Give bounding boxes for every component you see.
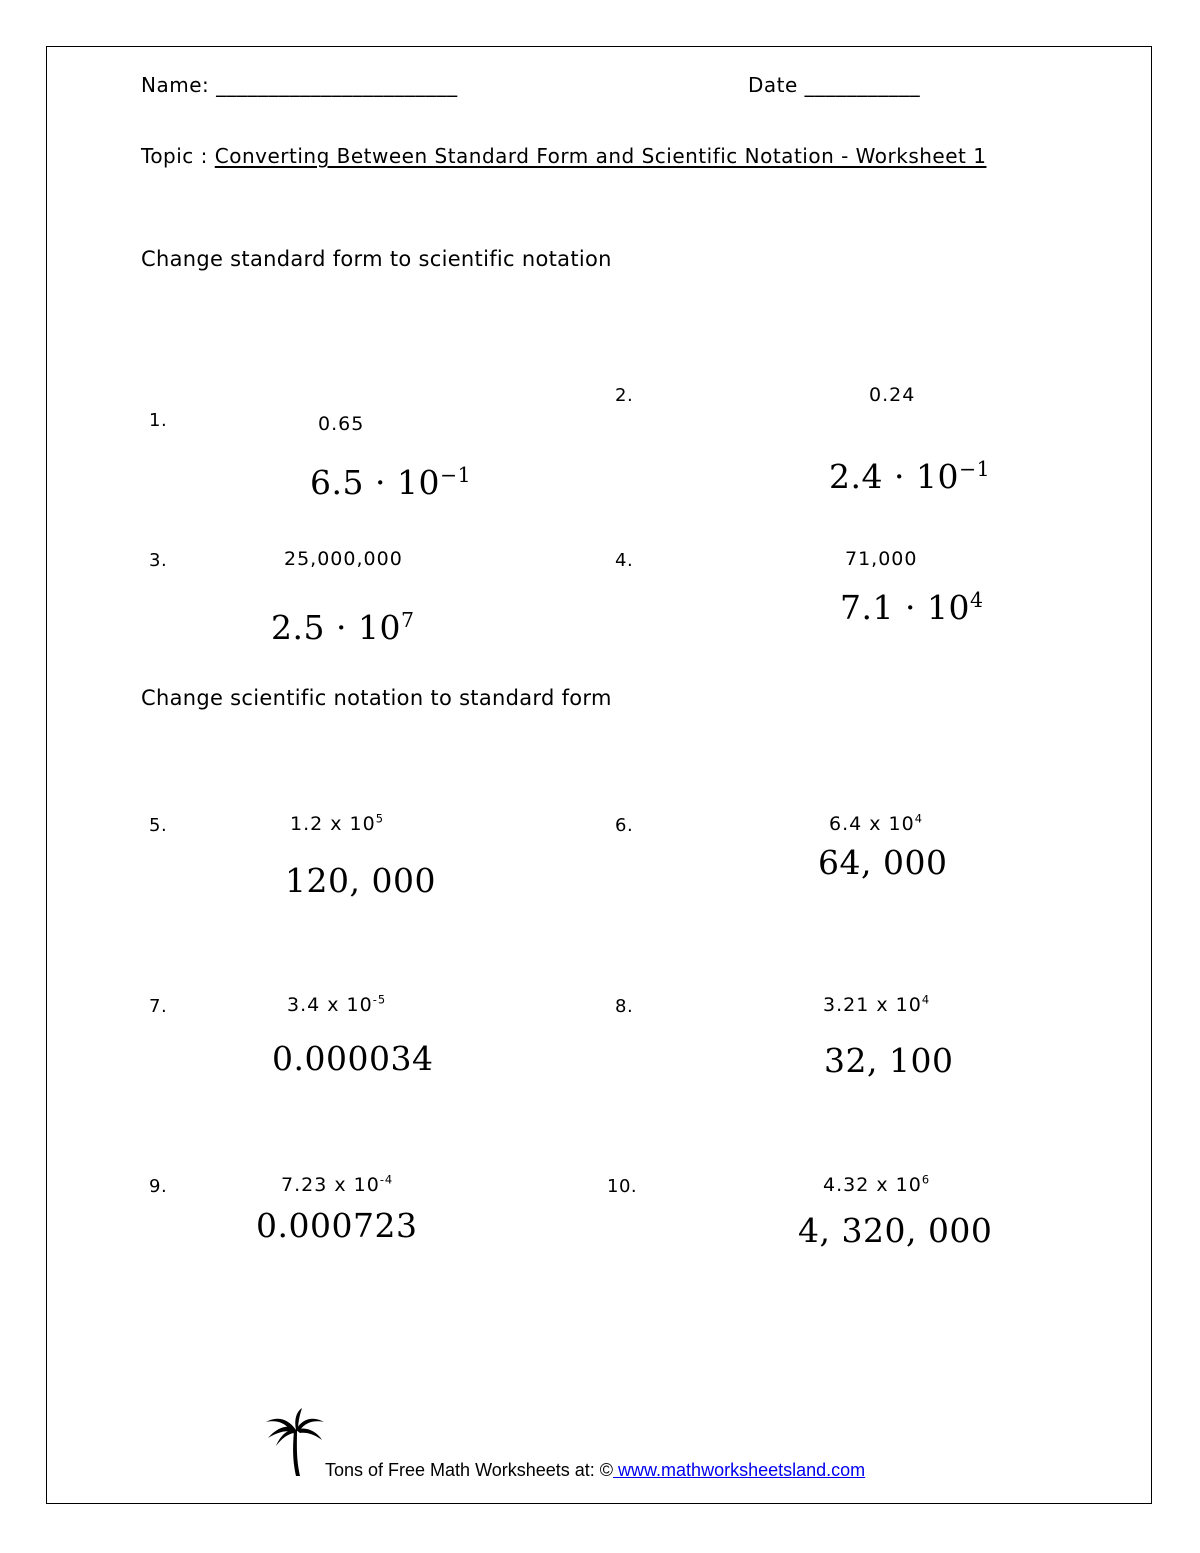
problem-question: 25,000,000 xyxy=(284,548,403,570)
problem-number: 5. xyxy=(149,815,168,836)
problem-question: 1.2 x $10^5$ xyxy=(290,811,384,835)
problem-number: 9. xyxy=(149,1176,168,1197)
problem-question: 4.32 x $10^6$ xyxy=(823,1172,931,1196)
problem-answer: $2.4 \cdot 10^{-1}$ xyxy=(829,457,991,496)
problem-question: 7.23 x $10^{-4}$ xyxy=(281,1172,394,1196)
palm-tree-icon xyxy=(262,1408,326,1478)
problem-answer: 120, 000 xyxy=(285,861,436,900)
topic-label: Topic : xyxy=(141,144,208,168)
problem-question: 71,000 xyxy=(845,548,918,570)
problem-number: 2. xyxy=(615,385,634,406)
problem-answer: 4, 320, 000 xyxy=(798,1211,993,1250)
problem-answer: $6.5 \cdot 10^{-1}$ xyxy=(310,463,472,502)
problem-answer: 0.000034 xyxy=(272,1039,434,1078)
problem-number: 4. xyxy=(615,550,634,571)
section-heading-scientific-to-standard: Change scientific notation to standard form xyxy=(141,686,612,710)
name-line xyxy=(141,73,458,97)
problem-number: 8. xyxy=(615,996,634,1017)
problem-number: 3. xyxy=(149,550,168,571)
problem-question: 0.65 xyxy=(318,413,365,435)
date-label: Date xyxy=(748,73,798,97)
problem-question: 6.4 x $10^4$ xyxy=(829,811,923,835)
problem-number: 6. xyxy=(615,815,634,836)
topic-line xyxy=(141,144,986,168)
problem-answer: $2.5 \cdot 10^7$ xyxy=(271,608,415,647)
problem-answer: 0.000723 xyxy=(256,1206,418,1245)
section-heading-standard-to-scientific: Change standard form to scientific notation xyxy=(141,247,612,271)
problem-question: 3.21 x $10^4$ xyxy=(823,992,931,1016)
problem-question: 3.4 x $10^{-5}$ xyxy=(287,992,387,1016)
date-blank[interactable]: ___________ xyxy=(804,73,921,97)
problem-answer: $7.1 \cdot 10^4$ xyxy=(840,588,984,627)
topic-title: Converting Between Standard Form and Scientific Notation - Worksheet 1 xyxy=(214,144,987,168)
name-blank[interactable]: _______________________ xyxy=(216,73,458,97)
date-line xyxy=(748,73,920,97)
name-label: Name: xyxy=(141,73,210,97)
problem-number: 10. xyxy=(607,1176,638,1197)
problem-answer: 32, 100 xyxy=(824,1041,954,1080)
problem-answer: 64, 000 xyxy=(818,843,948,882)
footer-credit xyxy=(325,1460,865,1481)
footer-text: Tons of Free Math Worksheets at: © xyxy=(325,1460,614,1480)
footer-website-link[interactable]: www.mathworksheetsland.com xyxy=(613,1460,866,1480)
problem-number: 7. xyxy=(149,996,168,1017)
problem-number: 1. xyxy=(149,410,168,431)
problem-question: 0.24 xyxy=(869,384,916,406)
